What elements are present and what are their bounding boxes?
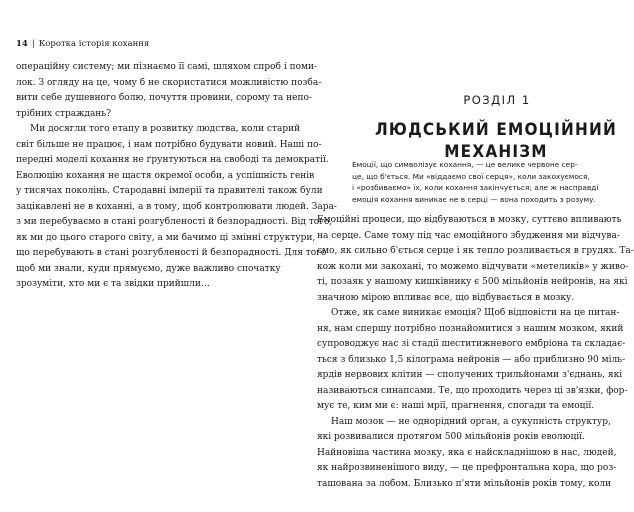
text-line: Еволюцію кохання не щастя окремої особи, а успішність генів [16,170,315,181]
running-head-title: Коротка історія кохання [38,39,150,49]
text-line: Найновіша частина мозку, яка є найскладнішою в нас, людей, [317,447,617,458]
text-line: Наш мозок — не однорідний орган, а сукупність структур, [331,416,611,427]
text-line: Отже, як саме виникає емоція? Щоб відповісти на це питан- [331,308,620,318]
epigraph-line: Емоції, що символізує кохання, — це велике червоне сер- [352,160,578,169]
epigraph-line: це, що б'ється. Ми «віддаємо свої серця», коли закохуємося, [352,171,590,181]
text-line: називаються синапсами. Те, що проходить через ці зв'язки, фор- [317,385,628,396]
text-line: вити себе душевного болю, почуття провини, сорому та непо- [16,93,312,103]
text-line: Емоційні процеси, що відбуваються в мозку, суттєво впливають [317,215,622,225]
text-line: зрозуміти, хто ми є та звідки прийшли… [16,279,210,289]
text-line: у тисячах поколінь. Стародавні імперії та правителі також були [16,186,323,196]
text-line: як найрозвиненішого виду, — це префронтальна кора, що роз- [317,463,617,473]
chapter-title [372,119,620,163]
text-line: на серце. Саме тому під час емоційного збудження ми відчува- [317,230,620,241]
text-line: кож коли ми закохані, то можемо відчувати «метеликів» у живо- [317,261,629,272]
text-line: значною мірою впливає все, що відбувається в мозку. [317,292,575,303]
text-line: щоб ми знали, куди прямуємо, дуже важливо спочатку [16,263,281,274]
text-line: Ми досягли того етапу в розвитку людства, коли старий [30,124,301,134]
text-line: мує те, ким ми є: наші мрії, прагнення, спогади та емоції. [317,401,595,411]
text-line: світ більше не працює, і нам потрібно будувати новий. Наші по- [16,139,322,150]
epigraph-line: емоція кохання виникає не в серці — вона походить з розуму. [352,194,596,204]
running-head-separator: | [31,39,35,49]
text-line: ярдів нервових клітин — сполучених трильйонами з'єднань, які [317,370,623,380]
epigraph [352,159,599,205]
right-body-text [317,213,634,492]
text-line: ті, позаяк у нашому кишківнику є 500 мільйонів нейронів, на які [317,277,628,287]
chapter-title-line: ЛЮДСЬКИЙ ЕМОЦІЙНИЙ [375,120,617,140]
epigraph-line: і «розбиваємо» їх, коли кохання закінчується; але ж насправді [352,183,599,192]
right-page [300,0,634,512]
text-line: зацікавлені не в коханні, а в тому, щоб контролювати людей. Зара- [16,201,337,212]
text-line: ться з близько 1,5 кілограма нейронів — або приблизно 90 міль- [317,354,626,365]
text-line: що перебувають в стані розгубленості й безпорадності. Для того [16,248,327,258]
left-body-text [16,60,337,293]
text-line: з ми перебуваємо в стані розгубленості й безпорадності. Від того, [16,217,333,227]
chapter-label: РОЗДІЛ 1 [463,93,531,107]
text-line: ташована за лобом. Близько п'яти мільйонів років тому, коли [317,478,612,489]
text-line: які розвивалися протягом 500 мільйонів років еволюції. [317,432,585,442]
chapter-title-line: МЕХАНІЗМ [444,142,548,162]
text-line: операційну систему; ми пізнаємо її самі, шляхом спроб і поми- [16,62,318,72]
text-line: трібних страждань? [16,108,112,119]
text-line: ємо, як сильно б'ється серце і як тепло розливається в грудях. Та- [317,246,634,256]
text-line: передні моделі кохання не ґрунтуються на свободі та демократії. [16,155,329,165]
text-line: ня, нам спершу потрібно познайомитися з нашим мозком, який [317,323,624,334]
text-line: супроводжує нас зі стадії шеститижневого ембріона та складає- [317,339,626,349]
page-number: 14 [16,39,28,49]
text-line: лок. З огляду на це, чому б не скористатися можливістю позба- [16,77,322,88]
text-line: як ми до цього старого світу, а ми бачимо ці змінні структури, [16,232,316,243]
running-head [16,39,149,50]
